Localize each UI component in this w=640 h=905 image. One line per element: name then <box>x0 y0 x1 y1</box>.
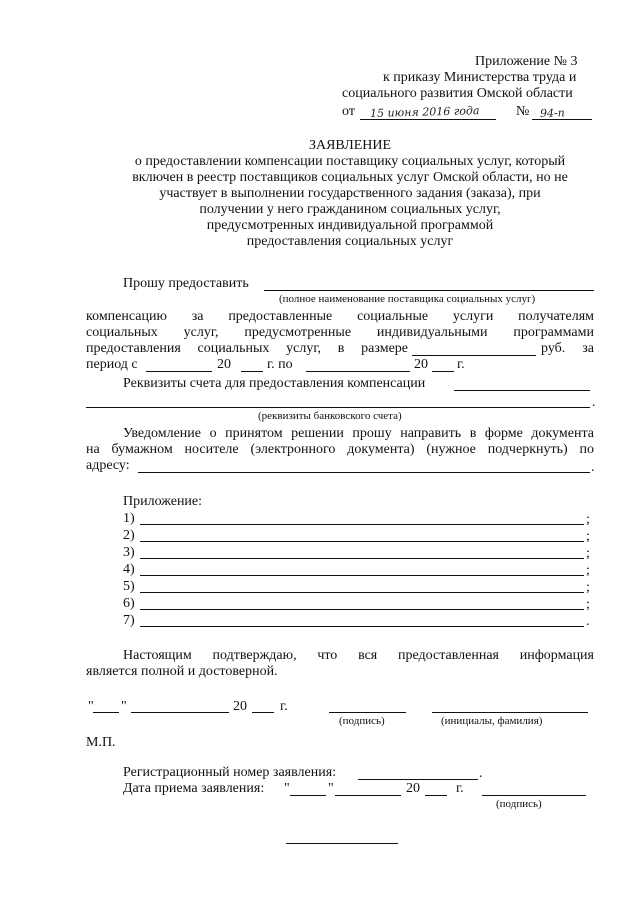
receipt-year-field[interactable] <box>425 795 447 796</box>
notification-line: Уведомление о принятом решении прошу направить в форме документа <box>123 426 594 441</box>
attachments-label: Приложение: <box>123 494 203 509</box>
attachment-number: 2) <box>123 528 135 543</box>
quote-mark: " <box>88 699 94 714</box>
attachment-field[interactable] <box>140 541 584 542</box>
year-prefix: 20 <box>406 781 420 796</box>
paragraph-line: компенсацию за предоставленные социальные услуги получателям <box>86 309 594 324</box>
year-suffix: г. <box>280 699 288 714</box>
attachment-field[interactable] <box>140 592 584 593</box>
attachment-number: 3) <box>123 545 135 560</box>
paragraph-line: социальных услуг, предусмотренные индивидуальными программами <box>86 325 594 340</box>
requisites-field[interactable] <box>454 390 590 391</box>
supplier-name-field[interactable] <box>264 290 594 291</box>
rubles-label: руб. за <box>541 341 594 356</box>
requisites-caption: (реквизиты банковского счета) <box>258 410 402 422</box>
handwritten-date: 15 июня 2016 года <box>369 104 480 120</box>
semicolon-mark: ; <box>586 546 590 561</box>
attachment-number: 1) <box>123 511 135 526</box>
receipt-month-field[interactable] <box>335 795 401 796</box>
request-label: Прошу предоставить <box>123 276 249 291</box>
number-label: № <box>516 104 530 119</box>
semicolon-mark: ; <box>586 563 590 578</box>
title-line: о предоставлении компенсации поставщику социальных услуг, который <box>134 154 566 169</box>
month-field[interactable] <box>131 712 229 713</box>
ministry-name: социального развития Омской области <box>342 86 573 101</box>
paragraph-line: предоставления социальных услуг, в размере <box>86 341 408 356</box>
confirmation-line: является полной и достоверной. <box>86 664 278 679</box>
semicolon-mark: ; <box>586 580 590 595</box>
date-prefix: от <box>342 104 355 119</box>
address-field[interactable] <box>138 472 590 473</box>
receipt-day-field[interactable] <box>290 795 326 796</box>
year-suffix: г. <box>456 781 464 796</box>
requisites-label: Реквизиты счета для предоставления компенсации <box>123 376 426 391</box>
attachment-number: 4) <box>123 562 135 577</box>
title-line: предоставления социальных услуг <box>246 234 454 249</box>
registration-number-field[interactable] <box>358 779 478 780</box>
period-end-year-field[interactable] <box>432 371 454 372</box>
period-to-label: г. по <box>267 357 293 372</box>
semicolon-mark: ; <box>586 597 590 612</box>
address-label: адресу: <box>86 458 130 473</box>
title-line: участвует в выполнении государственного задания (заказа), при <box>159 186 541 201</box>
period-mark: . <box>591 460 595 475</box>
period-year-prefix: 20 <box>217 357 231 372</box>
year-prefix: 20 <box>233 699 247 714</box>
period-mark: . <box>479 766 483 781</box>
title-line: включен в реестр поставщиков социальных услуг Омской области, но не <box>132 170 568 185</box>
period-year-suffix: г. <box>457 357 465 372</box>
applicant-signature-field[interactable] <box>329 712 406 713</box>
attachment-number: 6) <box>123 596 135 611</box>
supplier-caption: (полное наименование поставщика социальных услуг) <box>279 293 536 305</box>
requisites-field-continued[interactable] <box>86 407 590 408</box>
day-field[interactable] <box>93 712 119 713</box>
period-start-year-field[interactable] <box>241 371 263 372</box>
appendix-number: Приложение № 3 <box>475 54 578 69</box>
semicolon-mark: ; <box>586 512 590 527</box>
amount-field[interactable] <box>412 355 536 356</box>
registration-number-label: Регистрационный номер заявления: <box>123 765 337 780</box>
confirmation-line: Настоящим подтверждаю, что вся предоставленная информация <box>123 648 594 663</box>
order-reference: к приказу Министерства труда и <box>383 70 577 85</box>
period-from-label: период с <box>86 357 138 372</box>
attachment-field[interactable] <box>140 524 584 525</box>
signature-caption: (подпись) <box>339 715 385 727</box>
attachment-field[interactable] <box>140 609 584 610</box>
quote-mark: " <box>121 699 127 714</box>
period-mark: . <box>592 395 596 410</box>
receiver-signature-caption: (подпись) <box>496 798 542 810</box>
quote-mark: " <box>328 781 334 796</box>
period-end-field[interactable] <box>306 371 410 372</box>
handwritten-number: 94-п <box>539 106 565 120</box>
attachment-field[interactable] <box>140 575 584 576</box>
period-start-field[interactable] <box>146 371 212 372</box>
title-line: предусмотренных индивидуальной программой <box>206 218 494 233</box>
closing-separator <box>286 843 398 844</box>
attachment-number: 7) <box>123 613 135 628</box>
applicant-initials-field[interactable] <box>432 712 588 713</box>
attachment-number: 5) <box>123 579 135 594</box>
period-year-prefix: 20 <box>414 357 428 372</box>
attachment-field[interactable] <box>140 558 584 559</box>
receiver-signature-field[interactable] <box>482 795 586 796</box>
attachment-field[interactable] <box>140 626 584 627</box>
quote-mark: " <box>284 781 290 796</box>
period-mark: . <box>586 614 590 629</box>
semicolon-mark: ; <box>586 529 590 544</box>
title-line: получении у него гражданином социальных услуг, <box>199 202 501 217</box>
year-field[interactable] <box>252 712 274 713</box>
receipt-date-label: Дата приема заявления: <box>123 781 265 796</box>
stamp-place-label: М.П. <box>86 735 116 750</box>
application-title: ЗАЯВЛЕНИЕ <box>308 138 392 153</box>
notification-line: на бумажном носителе (электронного документа) (нужное подчеркнуть) по <box>86 442 594 457</box>
initials-caption: (инициалы, фамилия) <box>441 715 543 727</box>
